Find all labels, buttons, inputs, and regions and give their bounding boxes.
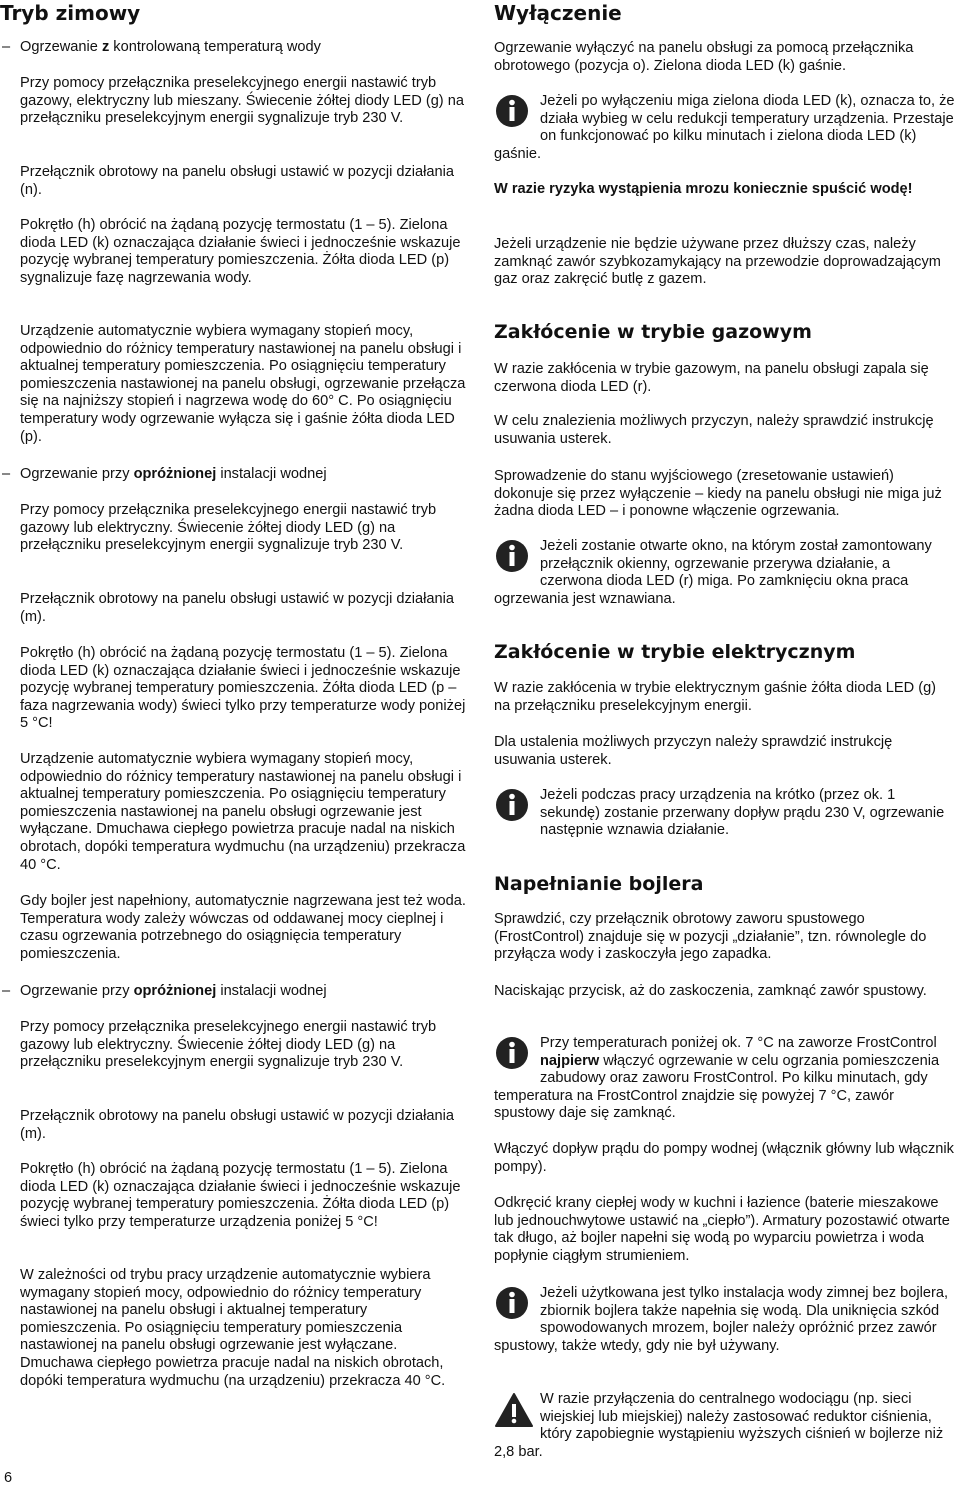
info-icon: [494, 94, 534, 129]
paragraph: Gdy bojler jest napełniony, automatycznie nagrzewana jest też woda. Temperatura wody zależy wówczas od oddawanej mocy cieplnej i czasu ogrzewania potrzebnego do osiągnięcia temperatury pomieszczenia.: [20, 893, 466, 962]
section-title-winter-mode: Tryb zimowy: [0, 1, 141, 25]
paragraph: Urządzenie automatycznie wybiera wymagany stopień mocy, odpowiednio do różnicy temperatury nastawionej na panelu obsługi i aktualnej temperatury pomieszczenia. Po osiągnięciu temperatury pomieszczenia nastawionej na panelu obsługi ogrzewanie jest wyłączane. Dmuchawa ciepłego powietrza pracuje nadal na niskich obrotach, dopóki temperatura wydmuchu (na urządzeniu) przekracza 40 °C.: [20, 751, 466, 873]
info-icon: [494, 788, 534, 823]
paragraph: W celu znalezienia możliwych przyczyn, należy sprawdzić instrukcję usuwania usterek.: [494, 413, 934, 447]
paragraph: Sprowadzenie do stanu wyjściowego (zresetowanie ustawień) dokonuje się przez wyłączenie – kiedy na panelu obsługi nie miga już żadna dioda LED – i ponowne włączenie ogrzewania.: [494, 468, 942, 520]
paragraph: Przy pomocy przełącznika preselekcyjnego energii nastawić tryb gazowy lub elektryczny. Świecenie żółtej diody LED (g) na przełączniku preselekcyjnym energii sygnalizuje tryb 230 V.: [20, 1019, 437, 1071]
paragraph: Dla ustalenia możliwych przyczyn należy sprawdzić instrukcję usuwania usterek.: [494, 734, 893, 768]
info-icon: [494, 1036, 534, 1071]
paragraph: Naciskając przycisk, aż do zaskoczenia, zamknąć zawór spustowy.: [494, 983, 927, 999]
info-icon: [494, 539, 534, 574]
subsection-heading-empty-water-2: – Ogrzewanie przy opróżnionej instalacji wodnej: [2, 983, 327, 999]
paragraph: W razie zakłócenia w trybie gazowym, na panelu obsługi zapala się czerwona dioda LED (r).: [494, 361, 929, 395]
paragraph: Pokrętło (h) obrócić na żądaną pozycję termostatu (1 – 5). Zielona dioda LED (k) oznaczająca działanie świeci i jednocześnie wskazuje pozycję wybranej temperatury pomieszczenia. Żółta dioda LED (p) sygnalizuje fazę nagrzewania wody.: [20, 217, 461, 286]
paragraph: Włączyć dopływ prądu do pompy wodnej (włącznik główny lub włącznik pompy).: [494, 1141, 954, 1175]
info-note: Jeżeli użytkowana jest tylko instalacja wody zimnej bez bojlera, zbiornik bojlera także napełnia się wodą. Dla uniknięcia szkód spowodowanych mrozem, bojler należy opróżnić przez zawór spustowy, także wtedy, gdy nie był używany.: [494, 1285, 949, 1354]
paragraph: Ogrzewanie wyłączyć na panelu obsługi za pomocą przełącznika obrotowego (pozycja o). Zielona dioda LED (k) gaśnie.: [494, 40, 914, 74]
info-note: Jeżeli po wyłączeniu miga zielona dioda LED (k), oznacza to, że działa wybieg w celu redukcji temperatury urządzenia. Przestaje on funkcjonować po kilku minutach i zielona dioda LED (k) gaśnie.: [494, 93, 955, 162]
info-note: Jeżeli zostanie otwarte okno, na którym został zamontowany przełącznik okienny, ogrzewanie przerywa działanie, a czerwona dioda LED (r) miga. Po zamknięciu okna praca ogrzewania jest wznawiana.: [494, 538, 932, 607]
paragraph: W zależności od trybu pracy urządzenie automatycznie wybiera wymagany stopień mocy, odpowiednio do różnicy temperatury nastawionej na panelu obsługi i aktualnej temperatury pomieszczenia. Po osiągnięciu temperatury pomieszczenia nastawionej na panelu obsługi ogrzewanie jest wyłączane. Dmuchawa ciepłego powietrza pracuje nadal na niskich obrotach, dopóki temperatura wydmuchu (na urządzeniu) przekracza 40 °C.: [20, 1267, 446, 1389]
subsection-heading-controlled-water: – Ogrzewanie z kontrolowaną temperaturą wody: [2, 39, 321, 55]
paragraph: Przy pomocy przełącznika preselekcyjnego energii nastawić tryb gazowy lub elektryczny. Świecenie żółtej diody LED (g) na przełączniku preselekcyjnym energii sygnalizuje tryb 230 V.: [20, 502, 437, 554]
dash-marker: –: [2, 39, 11, 55]
paragraph: W razie zakłócenia w trybie elektrycznym gaśnie żółta dioda LED (g) na przełączniku preselekcyjnym energii.: [494, 680, 937, 714]
page-number: 6: [4, 1470, 13, 1486]
paragraph: Pokrętło (h) obrócić na żądaną pozycję termostatu (1 – 5). Zielona dioda LED (k) oznaczająca działanie świeci i jednocześnie wskazuje pozycję wybranej temperatury pomieszczenia. Żółta dioda LED (p – faza nagrzewania wody) świeci tylko przy temperaturze wody poniżej 5 °C!: [20, 645, 466, 732]
subsection-heading-empty-water: – Ogrzewanie przy opróżnionej instalacji wodnej: [2, 466, 327, 482]
section-title-electric-fault: Zakłócenie w trybie elektrycznym: [494, 641, 856, 663]
frost-warning: W razie ryzyka wystąpienia mrozu koniecznie spuścić wodę!: [494, 181, 913, 197]
section-title-gas-fault: Zakłócenie w trybie gazowym: [494, 321, 812, 343]
paragraph: Urządzenie automatycznie wybiera wymagany stopień mocy, odpowiednio do różnicy temperatury nastawionej na panelu obsługi i aktualnej temperatury pomieszczenia. Po osiągnięciu temperatury pomieszczenia nastawionej na panelu obsługi, ogrzewanie przełącza się na najniższy stopień i nagrzewa wodę do 60° C. Po osiągnięciu temperatury wody ogrzewanie wyłącza się i gaśnie żółta dioda LED (p).: [20, 323, 466, 445]
dash-marker: –: [2, 983, 11, 999]
section-title-fill-boiler: Napełnianie bojlera: [494, 873, 704, 895]
paragraph: Przy pomocy przełącznika preselekcyjnego energii nastawić tryb gazowy, elektryczny lub mieszany. Świecenie żółtej diody LED (g) na przełączniku preselekcyjnym energii sygnalizuje tryb 230 V.: [20, 75, 464, 127]
paragraph: Sprawdzić, czy przełącznik obrotowy zaworu spustowego (FrostControl) znajduje się w pozycji „działanie”, tzn. równolegle do przyłącza wody i zaskoczyła jego zapadka.: [494, 911, 927, 963]
warning-icon: [494, 1392, 534, 1427]
info-note: Przy temperaturach poniżej ok. 7 °C na zaworze FrostControl najpierw włączyć ogrzewanie w celu ogrzania pomieszczenia zabudowy oraz zaworu FrostControl. Po kilku minutach, gdy temperatura na FrostControl znajdzie się powyżej 7 °C, zawór spustowy daje się zamknąć.: [494, 1035, 940, 1122]
section-title-off: Wyłączenie: [494, 1, 622, 25]
dash-marker: –: [2, 466, 11, 482]
info-icon: [494, 1286, 534, 1321]
paragraph: Jeżeli urządzenie nie będzie używane przez dłuższy czas, należy zamknąć zawór szybkozamykający na przewodzie doprowadzającym gaz oraz zakręcić butlę z gazem.: [494, 236, 941, 288]
paragraph: Pokrętło (h) obrócić na żądaną pozycję termostatu (1 – 5). Zielona dioda LED (k) oznaczająca działanie świeci i jednocześnie wskazuje pozycję wybranej temperatury pomieszczenia. Żółta dioda LED (p) świeci tylko przy temperaturze urządzenia poniżej 5 °C!: [20, 1161, 461, 1230]
paragraph: Odkręcić krany ciepłej wody w kuchni i łazience (baterie mieszakowe lub jednouchwytowe ustawić na „ciepło”). Armatury pozostawić otwarte tak długo, aż bojler napełni się wodą po wyparciu powietrza i woda popłynie ciągłym strumieniem.: [494, 1195, 950, 1264]
info-note: Jeżeli podczas pracy urządzenia na krótko (przez ok. 1 sekundę) zostanie przerwany dopływ prądu 230 V, ogrzewanie następnie wznawia działanie.: [494, 787, 956, 840]
paragraph: Przełącznik obrotowy na panelu obsługi ustawić w pozycji działania (m).: [20, 591, 454, 625]
paragraph: Przełącznik obrotowy na panelu obsługi ustawić w pozycji działania (m).: [20, 1108, 454, 1142]
paragraph: Przełącznik obrotowy na panelu obsługi ustawić w pozycji działania (n).: [20, 164, 454, 198]
warning-note: W razie przyłączenia do centralnego wodociągu (np. sieci wiejskiej lub miejskiej) należy zastosować reduktor ciśnienia, który zapobiegnie wystąpieniu wyższych ciśnień w bojlerze niż 2,8 bar.: [494, 1391, 944, 1460]
